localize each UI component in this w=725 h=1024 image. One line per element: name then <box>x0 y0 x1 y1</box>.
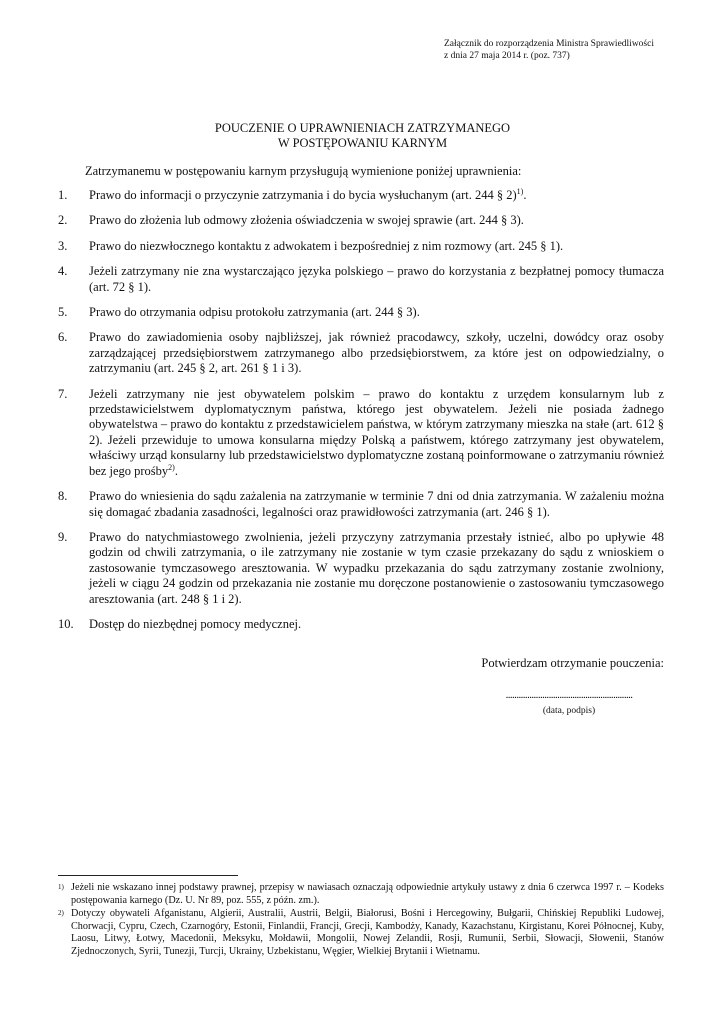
intro-text: Zatrzymanemu w postępowaniu karnym przysługują wymienione poniżej uprawnienia: <box>85 164 522 178</box>
list-item <box>58 239 664 254</box>
list-item-number: 4. <box>58 264 68 279</box>
list-item-text <box>89 239 664 254</box>
list-item <box>58 530 664 607</box>
list-item <box>58 617 664 632</box>
header-note <box>444 38 714 62</box>
document-title-line-1: POUCZENIE O UPRAWNIENIACH ZATRZYMANEGO <box>214 121 511 135</box>
footnote-reference: 2) <box>168 462 175 472</box>
list-item-number: 8. <box>58 489 68 504</box>
list-item <box>58 387 664 479</box>
confirmation-text: Potwierdzam otrzymanie pouczenia: <box>481 656 664 670</box>
footnote-mark: 2) <box>58 909 64 918</box>
list-item-text <box>89 387 664 479</box>
list-item-body: Prawo do niezwłocznego kontaktu z adwokatem i bezpośredniej z nim rozmowy (art. 245 § 1). <box>89 238 564 253</box>
list-item-number: 3. <box>58 238 68 253</box>
list-item-text <box>89 264 664 295</box>
list-item-number: 6. <box>58 330 68 345</box>
list-item-number: 5. <box>58 305 68 320</box>
list-item <box>58 330 664 376</box>
list-item-number: 10. <box>58 616 74 631</box>
list-item-number: 9. <box>58 529 68 544</box>
list-item-body: Prawo do złożenia lub odmowy złożenia oświadczenia w swojej sprawie (art. 244 § 3). <box>89 213 524 228</box>
list-item <box>58 188 664 203</box>
list-item-body: Jeżeli zatrzymany nie jest obywatelem polskim – prawo do kontaktu z urzędem konsularnym lub z przedstawicielstwem dyplomatycznym państwa, którego jest obywatelem. Jeżeli nie posiada żadnego obywatelstwa – prawo do kontaktu z przedstawicielem państwa, w którym zatrzymany mieszka na stałe (art. 612 § 2). Jeżeli przewiduje to umowa konsularna między Polską a państwem, którego zatrzymany jest obywatelem, właściwy urząd konsularny lub przedstawicielstwo dyplomatyczne zostaną poinformowane o zatrzymaniu również bez jego prośby <box>89 386 664 478</box>
list-item-body: Dostęp do niezbędnej pomocy medycznej. <box>89 616 302 631</box>
list-item-text <box>89 489 664 520</box>
footnote-reference: 1) <box>516 186 524 196</box>
list-item <box>58 489 664 520</box>
list-item-text <box>89 530 664 607</box>
list-item <box>58 305 664 320</box>
list-item-body: Prawo do zawiadomienia osoby najbliższej, jak również pracodawcy, szkoły, uczelni, dowódcy oraz osoby zarządzającej przedsiębiorstwem zatrzymanego albo przedsiębiorstwem, za które jest on odpowiedzialny, o zatrzymaniu (art. 245 § 2, art. 261 § 1 i 3). <box>89 330 664 376</box>
footnote-text: Jeżeli nie wskazano innej podstawy prawnej, przepisy w nawiasach oznaczają odpowiednie artykuły ustawy z dnia 6 czerwca 1997 r. – Kodeks postępowania karnego (Dz. U. Nr 89, poz. 555, z późn. zm.). <box>71 882 664 906</box>
list-item <box>58 213 664 228</box>
list-item-body: Prawo do otrzymania odpisu protokołu zatrzymania (art. 244 § 3). <box>89 305 420 320</box>
list-item-number: 7. <box>58 386 68 401</box>
list-item-body: Prawo do natychmiastowego zwolnienia, jeżeli przyczyny zatrzymania przestały istnieć, albo po upływie 48 godzin od chwili zatrzymania, o ile zatrzymany nie zostanie w tym czasie przekazany do sądu z wnioskiem o zastosowanie tymczasowego aresztowania. W wypadku przekazania do sądu zatrzymany zostanie zwolniony, jeżeli w ciągu 24 godzin od przekazania nie zostanie mu doręczone postanowienie o zastosowaniu tymczasowego aresztowania (art. 248 § 1 i 2). <box>89 529 664 606</box>
list-item-body: Jeżeli zatrzymany nie zna wystarczająco języka polskiego – prawo do korzystania z bezpłatnej pomocy tłumacza (art. 72 § 1). <box>89 264 664 294</box>
rights-list <box>58 188 664 642</box>
document-title-line-2: W POSTĘPOWANIU KARNYM <box>277 136 448 150</box>
header-note-line-2: z dnia 27 maja 2014 r. (poz. 737) <box>444 51 570 61</box>
list-item-text <box>89 305 664 320</box>
footnote <box>58 882 664 907</box>
list-item-text <box>89 188 664 203</box>
footnote-divider <box>58 875 238 876</box>
document-title <box>0 121 725 151</box>
list-item-body: Prawo do informacji o przyczynie zatrzymania i do bycia wysłuchanym (art. 244 § 2) <box>89 188 517 202</box>
footnotes <box>58 882 664 960</box>
list-item-number: 2. <box>58 213 68 228</box>
header-note-line-1: Załącznik do rozporządzenia Ministra Sprawiedliwości <box>444 39 654 49</box>
list-item-text <box>89 330 664 376</box>
signature-label: (data, podpis) <box>542 706 596 716</box>
signature-line: ........................................................... <box>505 689 633 701</box>
footnote-text: Dotyczy obywateli Afganistanu, Algierii, Australii, Austrii, Belgii, Białorusi, Bośni i Hercegowiny, Bułgarii, Chińskiej Republiki Ludowej, Chorwacji, Cypru, Czech, Czarnogóry, Estonii, Finlandii, Francji, Grecji, Kambodży, Kanady, Kazachstanu, Kirgistanu, Korei Północnej, Kuby, Laosu, Litwy, Łotwy, Macedonii, Meksyku, Mołdawii, Mongolii, Nowej Zelandii, Rosji, Rumunii, Serbii, Słowacji, Słowenii, Stanów Zjednoczonych, Syrii, Tunezji, Turcji, Ukrainy, Uzbekistanu, Węgier, Wielkiej Brytanii i Wietnamu. <box>71 908 664 957</box>
footnote-mark: 1) <box>58 883 64 891</box>
list-item-body: Prawo do wniesienia do sądu zażalenia na zatrzymanie w terminie 7 dni od dnia zatrzymania. W zażaleniu można się domagać zbadania zasadności, legalności oraz prawidłowości zatrzymania (art. 246 § 1). <box>89 489 664 519</box>
list-item-text <box>89 213 664 228</box>
list-item-text <box>89 617 664 632</box>
list-item-number: 1. <box>58 188 68 202</box>
list-item-tail: . <box>174 463 178 478</box>
footnote <box>58 908 664 958</box>
list-item <box>58 264 664 295</box>
list-item-tail: . <box>523 188 527 202</box>
